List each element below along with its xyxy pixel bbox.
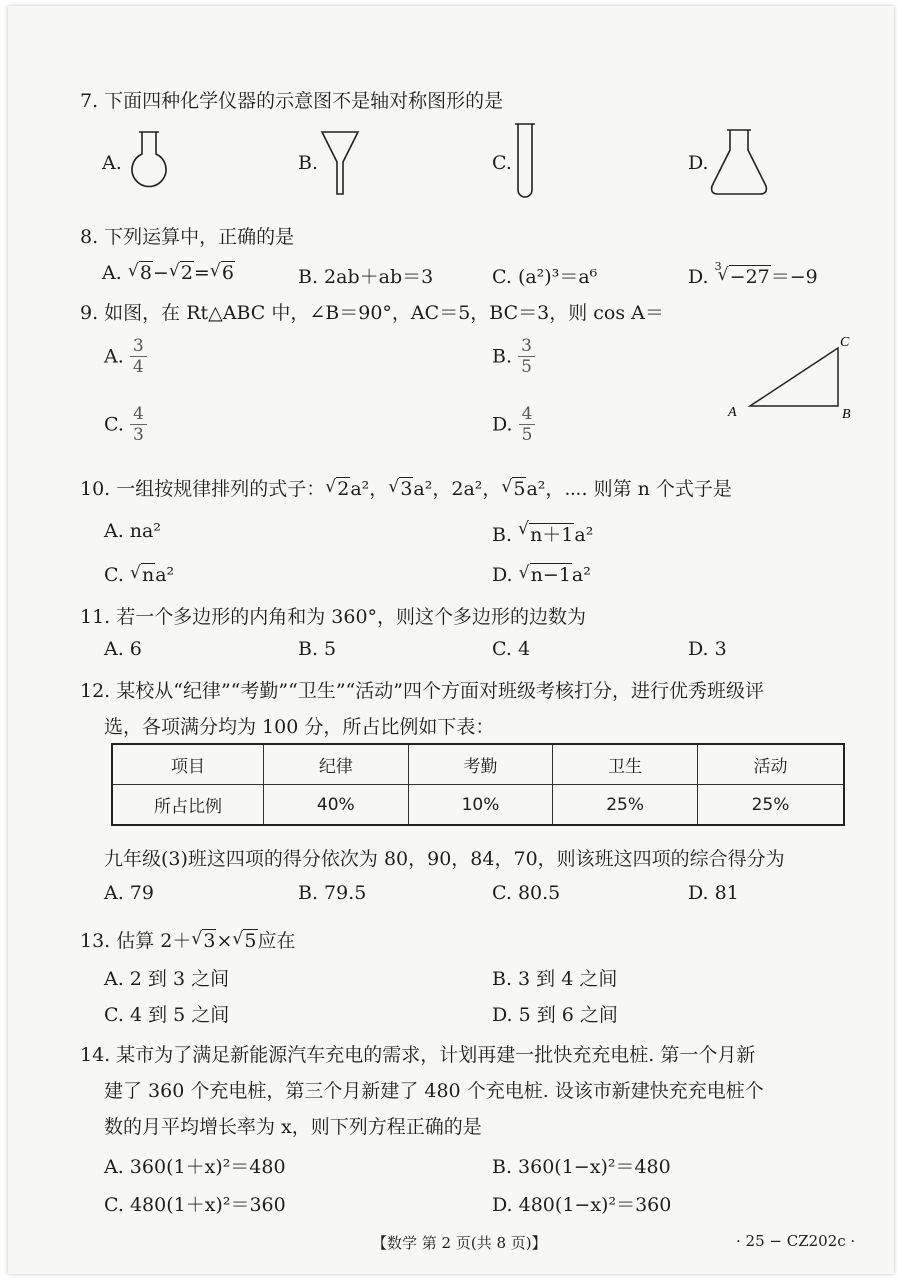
- q7-option-d-label: D.: [688, 152, 709, 174]
- q9-option-b: [492, 336, 535, 377]
- numerator: 3: [130, 336, 147, 357]
- question-10: [80, 474, 732, 501]
- radicand: 8: [139, 262, 152, 284]
- q8-a-label: A.: [102, 262, 122, 284]
- table-cell: 25%: [697, 785, 844, 826]
- q9-b-label: B.: [492, 345, 513, 368]
- q13-option-c: C. 4 到 5 之间: [104, 1004, 230, 1026]
- question-12-line1: 12. 某校从“纪律”“考勤”“卫生”“活动”四个方面对班级考核打分，进行优秀班级评: [80, 680, 764, 702]
- numerator: 4: [130, 404, 147, 425]
- q11-option-d: D. 3: [688, 638, 727, 660]
- vertex-b-label: B: [842, 407, 851, 422]
- triangle-abc: [750, 348, 838, 406]
- q13-option-d: D. 5 到 6 之间: [492, 1004, 618, 1026]
- term: a²: [574, 524, 594, 546]
- round-flask-icon: [126, 128, 170, 198]
- denominator: 4: [132, 357, 144, 377]
- conical-flask-icon: [706, 126, 772, 198]
- question-11: 11. 若一个多边形的内角和为 360°，则这个多边形的边数为: [80, 606, 587, 628]
- radicand: 2: [180, 262, 193, 284]
- q10-option-c: [104, 564, 174, 586]
- q14-option-d: D. 480(1−x)²＝360: [492, 1194, 672, 1216]
- radicand: 6: [221, 262, 234, 284]
- radicand: n: [141, 564, 155, 586]
- q14-option-a: A. 360(1＋x)²＝480: [104, 1156, 286, 1178]
- table-cell: 活动: [697, 744, 844, 785]
- q14-option-b: B. 360(1−x)²＝480: [492, 1156, 671, 1178]
- page-footer: 【数学 第 2 页(共 8 页)】: [372, 1234, 547, 1252]
- sqrt: [518, 520, 574, 547]
- term: a²: [155, 564, 175, 586]
- right-triangle-diagram: [720, 330, 866, 424]
- radicand: −27: [729, 266, 770, 288]
- sqrt: [130, 564, 155, 586]
- table-cell: 10%: [408, 785, 553, 826]
- sqrt-2: [325, 478, 350, 500]
- sqrt-8: [128, 262, 153, 284]
- q8-option-b: B. 2ab＋ab＝3: [298, 266, 434, 288]
- test-tube-icon: [512, 120, 538, 204]
- times: ×: [216, 930, 233, 952]
- q12-option-d: D. 81: [688, 882, 739, 904]
- sqrt-5: [232, 930, 257, 952]
- question-12-line3: 九年级(3)班这四项的得分依次为 80，90，84，70，则该班这四项的综合得分为: [104, 848, 785, 870]
- q8-d-label: D.: [688, 266, 709, 288]
- question-8: 8. 下列运算中，正确的是: [80, 226, 295, 248]
- table-cell: 考勤: [408, 744, 553, 785]
- q13-option-b: B. 3 到 4 之间: [492, 968, 618, 990]
- q10-text: 10. 一组按规律排列的式子：: [80, 478, 326, 500]
- result: ＝−9: [770, 266, 818, 288]
- radicand: 5: [244, 930, 257, 952]
- denominator: 3: [132, 425, 144, 445]
- q13-text-end: 应在: [257, 930, 296, 952]
- numerator: 3: [518, 336, 535, 357]
- question-9: 9. 如图，在 Rt△ABC 中，∠B＝90°，AC＝5，BC＝3，则 cos A＝: [80, 302, 664, 324]
- q13-option-a: A. 2 到 3 之间: [104, 968, 230, 990]
- term: a²: [571, 564, 591, 586]
- funnel-icon: [318, 128, 362, 200]
- table-cell: 40%: [264, 785, 409, 826]
- sqrt: [519, 564, 572, 586]
- sqrt-5: [501, 478, 526, 500]
- sqrt-2: [169, 262, 194, 284]
- q7-option-c-label: C.: [492, 152, 512, 174]
- q9-option-a: [104, 336, 147, 377]
- denominator: 5: [521, 425, 533, 445]
- q9-option-c: [104, 404, 147, 445]
- fraction: [518, 336, 535, 377]
- vertex-a-label: A: [728, 405, 737, 420]
- q10-d-label: D.: [492, 564, 513, 586]
- question-12-line2: 选，各项满分均为 100 分，所占比例如下表：: [104, 716, 495, 738]
- q14-option-c: C. 480(1＋x)²＝360: [104, 1194, 286, 1216]
- q10-option-b: [492, 520, 593, 547]
- minus: −: [152, 262, 169, 284]
- question-14-line3: 数的月平均增长率为 x，则下列方程正确的是: [104, 1116, 482, 1138]
- q12-option-b: B. 79.5: [298, 882, 367, 904]
- question-7: 7. 下面四种化学仪器的示意图不是轴对称图形的是: [80, 90, 504, 112]
- table-header-row: [112, 744, 844, 785]
- table-cell: 所占比例: [112, 785, 264, 826]
- exam-code: · 25 − CZ202c ·: [736, 1232, 856, 1250]
- q10-option-d: [492, 564, 591, 586]
- radicand: 3: [203, 930, 216, 952]
- fraction: [130, 404, 147, 445]
- q8-option-a: [102, 262, 235, 284]
- question-13: [80, 926, 296, 953]
- q9-c-label: C.: [104, 413, 124, 436]
- cube-root: [718, 266, 771, 288]
- table-row: [112, 785, 844, 826]
- sqrt-3: [191, 930, 216, 952]
- q13-text: 13. 估算 2＋: [80, 930, 192, 952]
- radicand: 5: [513, 478, 526, 500]
- denominator: 5: [521, 357, 532, 377]
- q9-d-label: D.: [492, 413, 513, 436]
- table-cell: 25%: [553, 785, 698, 826]
- q9-option-d: [492, 404, 535, 445]
- q11-option-a: A. 6: [104, 638, 142, 660]
- q12-option-c: C. 80.5: [492, 882, 561, 904]
- table-cell: 卫生: [553, 744, 698, 785]
- q12-option-a: A. 79: [104, 882, 154, 904]
- equals: =: [193, 262, 210, 284]
- vertex-c-label: C: [840, 335, 850, 350]
- cube-root-index: 3: [714, 260, 722, 273]
- fraction: [130, 336, 147, 377]
- q11-option-c: C. 4: [492, 638, 531, 660]
- numerator: 4: [519, 404, 536, 425]
- question-14-line1: 14. 某市为了满足新能源汽车充电的需求，计划再建一批快充充电桩. 第一个月新: [80, 1044, 756, 1066]
- table-cell: 项目: [112, 744, 264, 785]
- table-cell: 纪律: [264, 744, 409, 785]
- q9-a-label: A.: [104, 345, 124, 368]
- term: a²，⋯. 则第 n 个式子是: [526, 478, 732, 500]
- q8-option-c: C. (a²)³＝a⁶: [492, 266, 598, 288]
- q7-option-a-label: A.: [102, 152, 122, 174]
- radicand: n＋1: [530, 524, 574, 546]
- term: a²，: [350, 478, 389, 500]
- q10-b-label: B.: [492, 524, 513, 546]
- sqrt-3: [388, 478, 413, 500]
- q11-option-b: B. 5: [298, 638, 337, 660]
- radicand: n−1: [530, 564, 571, 586]
- term: a²，2a²，: [413, 478, 502, 500]
- question-14-line2: 建了 360 个充电桩，第三个月新建了 480 个充电桩. 设该市新建快充充电桩个: [104, 1080, 764, 1102]
- sqrt-6: [210, 262, 235, 284]
- fraction: [519, 404, 536, 445]
- q10-option-a: A. na²: [104, 520, 161, 542]
- q8-option-d: [688, 262, 818, 289]
- radicand: 3: [400, 478, 413, 500]
- q7-option-b-label: B.: [298, 152, 319, 174]
- exam-page: [8, 6, 894, 1274]
- score-ratio-table: [111, 743, 845, 826]
- radicand: 2: [337, 478, 350, 500]
- q10-c-label: C.: [104, 564, 124, 586]
